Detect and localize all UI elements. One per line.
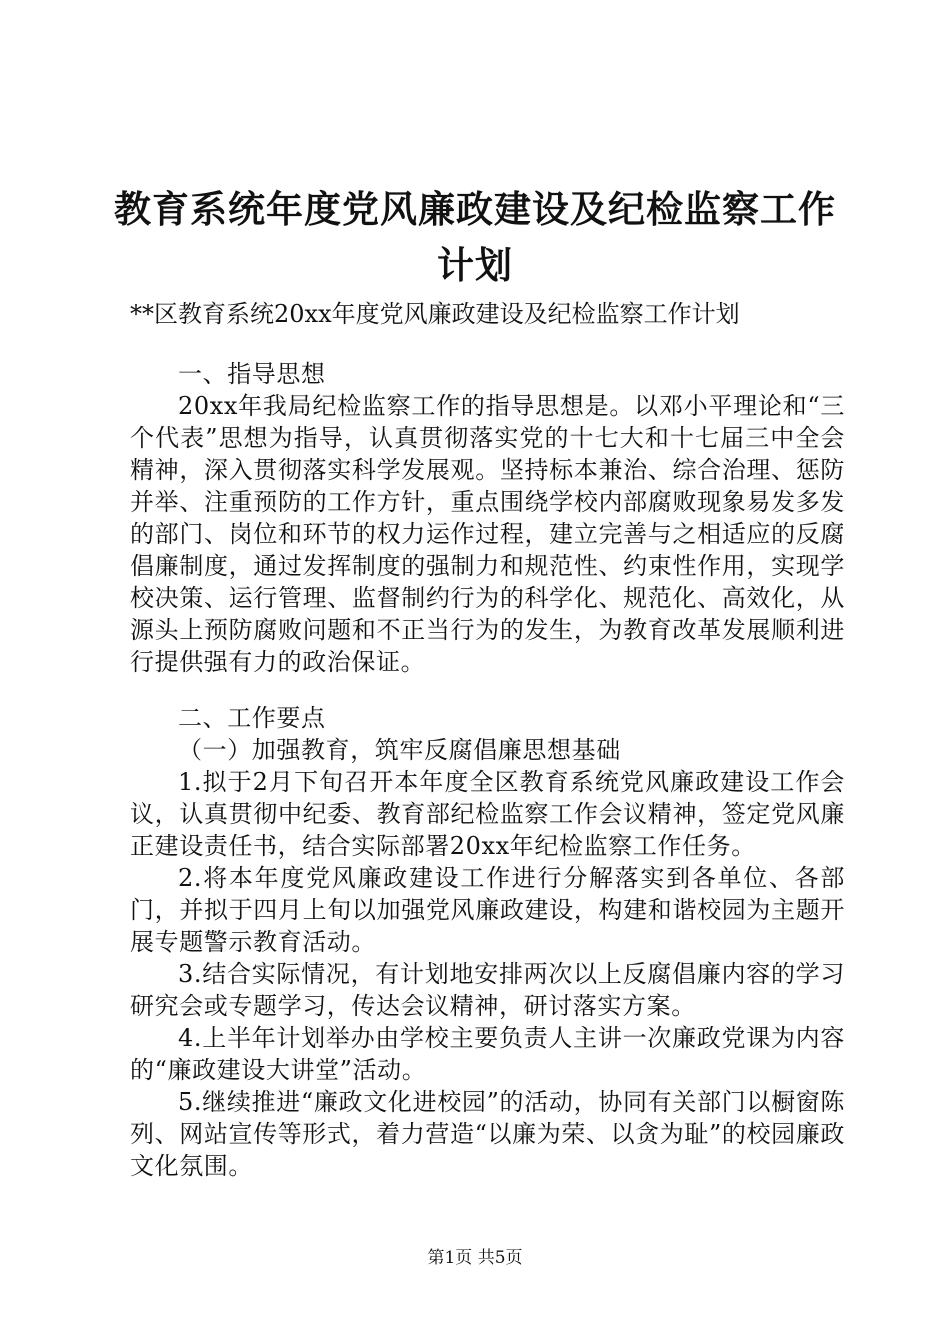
list-item: 2.将本年度党风廉政建设工作进行分解落实到各单位、各部门，并拟于四月上旬以加强党风廉政建设，构建和谐校园为主题开展专题警示教育活动。 bbox=[130, 864, 845, 956]
list-item: 3.结合实际情况，有计划地安排两次以上反腐倡廉内容的学习研究会或专题学习，传达会议精神，研讨落实方案。 bbox=[130, 960, 845, 1020]
list-item: 4.上半年计划举办由学校主要负责人主讲一次廉政党课为内容的“廉政建设大讲堂”活动。 bbox=[130, 1024, 845, 1084]
section-heading-guiding-ideology: 一、指导思想 bbox=[178, 360, 326, 388]
subsection-heading-education: （一）加强教育，筑牢反腐倡廉思想基础 bbox=[178, 736, 621, 764]
list-item: 5.继续推进“廉政文化进校园”的活动，协同有关部门以橱窗陈列、网站宣传等形式，着力营造“以廉为荣、以贪为耻”的校园廉政文化氛围。 bbox=[130, 1088, 845, 1180]
document-body bbox=[130, 358, 845, 1182]
section-heading-work-points: 二、工作要点 bbox=[178, 704, 326, 732]
page-footer: 第1页 共5页 bbox=[427, 1248, 523, 1268]
document-subtitle: **区教育系统20xx年度党风廉政建设及纪检监察工作计划 bbox=[130, 300, 740, 328]
list-item: 1.拟于2月下旬召开本年度全区教育系统党风廉政建设工作会议，认真贯彻中纪委、教育部纪检监察工作会议精神，签定党风廉正建设责任书，结合实际部署20xx年纪检监察工作任务。 bbox=[130, 768, 845, 860]
document-title: 教育系统年度党风廉政建设及纪检监察工作计划 bbox=[114, 188, 836, 287]
paragraph-guiding-ideology: 20xx年我局纪检监察工作的指导思想是。以邓小平理论和“三个代表”思想为指导，认真贯彻落实党的十七大和十七届三中全会精神，深入贯彻落实科学发展观。坚持标本兼治、综合治理、惩防并举、注重预防的工作方针，重点围绕学校内部腐败现象易发多发的部门、岗位和环节的权力运作过程，建立完善与之相适应的反腐倡廉制度，通过发挥制度的强制力和规范性、约束性作用，实现学校决策、运行管理、监督制约行为的科学化、规范化、高效化，从源头上预防腐败问题和不正当行为的发生，为教育改革发展顺利进行提供强有力的政治保证。 bbox=[130, 392, 845, 676]
